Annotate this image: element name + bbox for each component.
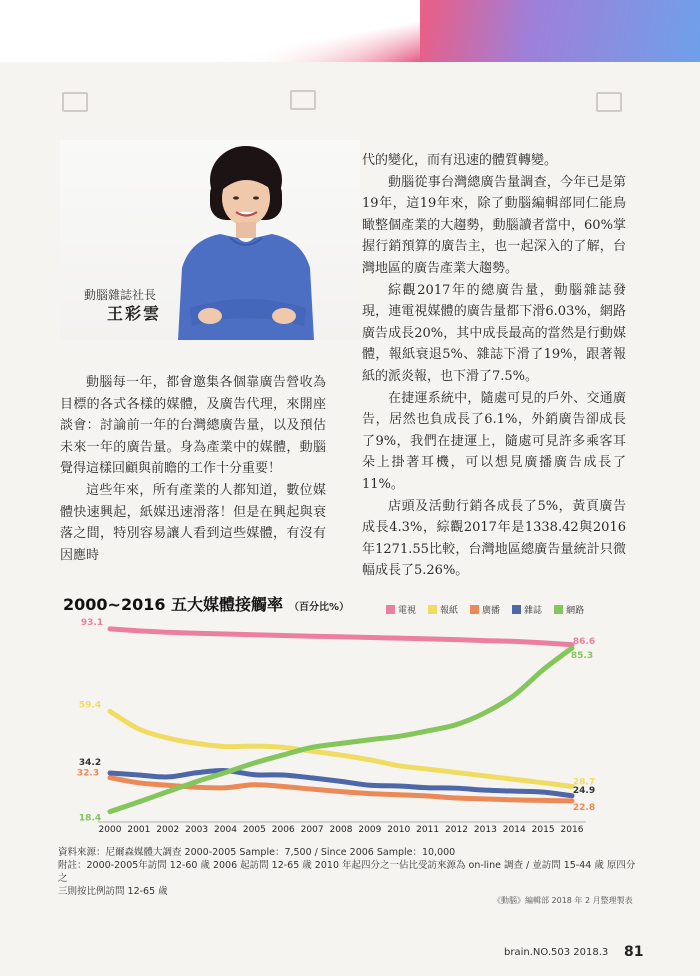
data-label-end: 85.3 (570, 650, 594, 661)
data-label-end: 28.7 (572, 777, 596, 788)
paragraph: 在捷運系統中，隨處可見的戶外、交通廣告，居然也負成長了6.1%，外銷廣告卻成長了9%，我們在捷運上，隨處可見許多乘客耳朵上掛著耳機，可以想見廣播廣告成長了11%。 (362, 390, 626, 492)
legend-label: 雜誌 (524, 606, 543, 616)
x-tick-label: 2013 (473, 825, 497, 835)
x-tick-label: 2004 (214, 825, 237, 835)
page-number: 81 (624, 944, 644, 960)
paragraph: 動腦每一年，都會邀集各個靠廣告營收為目標的各式各樣的媒體，及廣告代理，來開座談會：討論前一年的台灣總廣告量，以及預估未來一年的廣告量。身為產業中的媒體，動腦覺得這樣回顧與前瞻的工作十分重要！ (60, 375, 326, 477)
x-tick-label: 2011 (416, 825, 440, 835)
legend-label: 報紙 (440, 606, 459, 616)
x-tick-label: 2005 (242, 825, 266, 835)
data-label-end: 24.9 (572, 785, 596, 796)
paragraph: 這些年來，所有產業的人都知道，數位媒體快速興起，紙媒迅速滑落！但是在興起與衰落之間，特別容易讓人看到這些媒體，有沒有因應時 (60, 482, 326, 563)
footnote-note: 附註：2000-2005年訪問 12-60 歲 2006 起訪問 12-65 歲 2010 年起四分之一佔比受訪來源為 on-line 調查 / 並訪問 15-44 歲 原四分之 (58, 860, 636, 884)
x-tick-label: 2000 (98, 825, 122, 835)
chart-title-text: 2000~2016 五大媒體接觸率 (63, 595, 284, 614)
x-tick-label: 2008 (329, 825, 353, 835)
x-tick-label: 2016 (560, 825, 584, 835)
x-tick-label: 2012 (445, 825, 468, 835)
x-tick-label: 2010 (387, 825, 411, 835)
x-tick-label: 2015 (531, 825, 555, 835)
chart-footnotes (58, 846, 638, 898)
x-tick-label: 2014 (502, 825, 526, 835)
paragraph: 綜觀2017年的總廣告量，動腦雜誌發現，連電視媒體的廣告量都下滑6.03%，網路廣告成長20%，其中成長最高的當然是行動媒體，報紙衰退5%、雜誌下滑了19%，跟著報紙的派炎報，也下滑了7.5%。 (362, 282, 626, 384)
legend-label: 廣播 (482, 606, 501, 616)
footnote-note-cont: 三則按比例訪問 12-65 歲 (58, 886, 168, 897)
data-label-start: 93.1 (80, 617, 104, 628)
paragraph: 代的變化，而有迅速的體質轉變。 (362, 153, 558, 168)
data-label-end: 86.6 (572, 636, 596, 647)
x-tick-label: 2003 (185, 825, 209, 835)
paragraph: 動腦從事台灣總廣告量調查，今年已是第19年，這19年來，除了動腦編輯部同仁能鳥瞰整個產業的大趨勢，動腦讀者當中，60%掌握行銷預算的廣告主，也一起深入的了解，台灣地區的廣告產業大趨勢。 (362, 174, 626, 276)
data-label-end: 22.8 (572, 802, 596, 813)
x-tick-label: 2001 (127, 825, 151, 835)
x-tick-label: 2002 (156, 825, 180, 835)
footnote-source: 資料來源：尼爾森媒體大調查 2000-2005 Sample：7,500 / Since 2006 Sample：10,000 (58, 847, 456, 858)
paragraph: 店頭及活動行銷各成長了5%，黃頁廣告成長4.3%，綜觀2017年是1338.42與2016年1271.55比較，台灣地區總廣告量統計只微幅成長了5.26%。 (362, 498, 626, 579)
legend-label: 網路 (566, 606, 585, 616)
page-info: brain.NO.503 2018.3 (504, 947, 609, 958)
data-label-start: 34.2 (78, 758, 102, 769)
x-tick-label: 2007 (300, 825, 324, 835)
chart-credit: 《動腦》編輯部 2018 年 2 月整理製表 (493, 896, 633, 905)
x-tick-label: 2009 (358, 825, 382, 835)
chart-unit-label: （百分比%） (289, 602, 350, 613)
legend-label: 電視 (398, 606, 417, 616)
data-label-start: 18.4 (78, 813, 102, 824)
data-label-start: 32.3 (76, 768, 100, 779)
caption-name: 王彩雲 (107, 304, 162, 323)
data-label-start: 59.4 (78, 700, 102, 711)
x-tick-label: 2006 (271, 825, 295, 835)
series-line-4 (110, 648, 572, 812)
series-line-0 (110, 629, 572, 645)
caption-role: 動腦雜誌社長 (84, 288, 157, 302)
